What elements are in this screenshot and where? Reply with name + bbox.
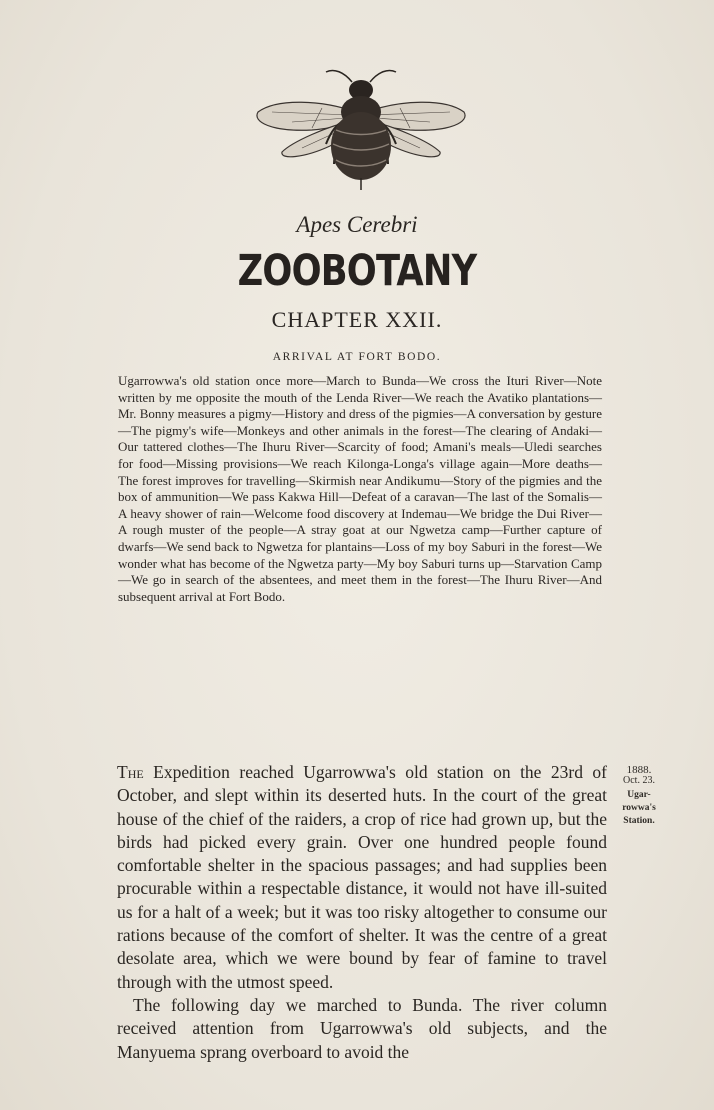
margin-date: Oct. 23. [623,775,655,786]
chapter-heading: CHAPTER XXII. [271,307,443,332]
margin-note [612,764,666,828]
section-heading: ARRIVAL AT FORT BODO. [272,351,442,363]
margin-place-line-3: Station. [623,816,655,826]
paragraph-1 [117,761,607,994]
margin-year: 1888. [626,764,652,776]
margin-place [612,789,666,828]
margin-place-line-1: Ugar- [627,790,651,800]
book-subtitle: Apes Cerebri [296,212,418,237]
chapter-summary: Ugarrowwa's old station once more—March to Bunda—We cross the Ituri River—Note written by me opposite the mouth of the Lenda River—We reach the Avatiko plantations—Mr. Bonny measures a pigmy—History and dress of the pigmies—A conversation by gesture—The pigmy's wife—Monkeys and other animals in the forest—The clearing of Andaki—Our tattered clothes—The Ihuru River—Scarcity of food; Amani's meals—Uledi searches for food—Missing provisions—We reach Kilonga-Longa's village again—More deaths—The forest improves for travelling—Skirmish near Andikumu—Story of the pigmies and the box of ammunition—We pass Kakwa Hill—Defeat of a caravan—The last of the Somalis—A heavy shower of rain—Welcome food discovery at Indemau—We bridge the Dui River—A rough muster of the people—A stray goat at our Ngwetza camp—Further capture of dwarfs—We send back to Ngwetza for plantains—Loss of my boy Saburi in the forest—We wonder what has become of the Ngwetza party—My boy Saburi turns up—Starvation Camp—We go in search of the absentees, and meet them in the forest—The Ihuru River—And subsequent arrival at Fort Bodo. [118,373,602,604]
paragraph-2: The following day we marched to Bunda. The river column received attention from Ugarrowwa's old subjects, and the Manyuema sprang overboard to avoid the [117,994,607,1062]
bee-abdomen [331,112,391,180]
body-text [117,761,607,1064]
paragraph-1-text: Expedition reached Ugarrowwa's old station on the 23rd of October, and slept within its deserted huts. In the court of the great house of the chief of the raiders, a crop of rice had grown up, but the birds had picked every grain. Over one hundred people found comfortable shelter in the spacious passages; and had supplies been procurable within a respectable distance, it would not have ill-suited us for a halt of a week; but it was too risky altogether to consume our rations because of the comfort of shelter. It was the centre of a great desolate area, which we were bound by fear of famine to travel through with the utmost speed. [117,762,607,992]
margin-place-line-2: rowwa's [622,803,656,813]
bee-illustration [252,60,470,195]
book-title: ZOOBOTANY [237,246,477,296]
drop-word: The [117,762,144,782]
